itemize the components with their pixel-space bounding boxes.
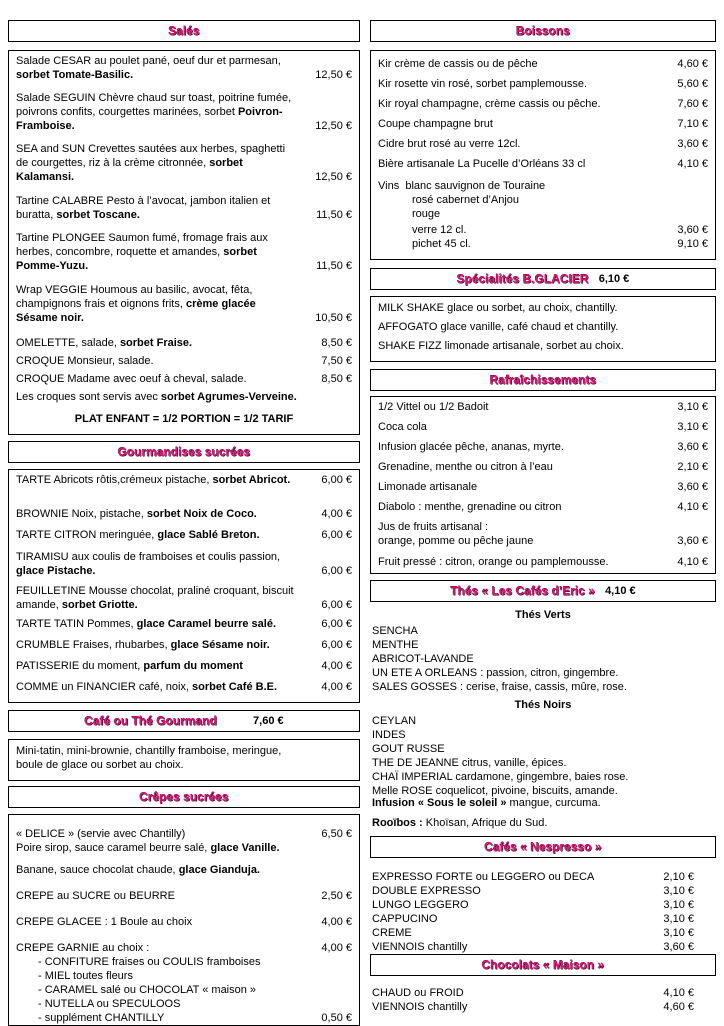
section-title: Rafraîchissements: [489, 373, 597, 387]
menu-item: Tartine CALABRE Pesto à l’avocat, jambon italien et buratta, sorbet Toscane. 11,50 €: [16, 195, 352, 221]
price: 3,10 €: [663, 899, 694, 911]
menu-item: MILK SHAKE glace ou sorbet, au choix, chantilly.: [378, 302, 618, 314]
price: 4,00 €: [321, 660, 352, 672]
price: 4,10 €: [677, 501, 708, 513]
menu-item: Tartine PLONGEE Saumon fumé, fromage frais aux herbes, concombre, roquette et amandes, sorbet Pomme-Yuzu. 11,50 €: [16, 232, 352, 272]
menu-item: « DELICE » (servie avec Chantilly) 6,50 €: [16, 828, 352, 840]
price: 6,50 €: [321, 828, 352, 840]
price: 0,50 €: [321, 1012, 352, 1024]
menu-item: pichet 45 cl. 9,10 €: [412, 238, 708, 250]
price: 2,50 €: [321, 890, 352, 902]
menu-item: Infusion « Sous le soleil » mangue, curcuma.: [372, 797, 601, 809]
menu-item: CREPE GARNIE au choix : 4,00 €: [16, 942, 352, 954]
menu-item: Banane, sauce chocolat chaude, glace Gianduja.: [16, 864, 260, 876]
menu-item: SEA and SUN Crevettes sautées aux herbes, spaghetti de courgettes, riz à la crème citronnée, sorbet Kalamansi. 12,50 €: [16, 143, 352, 183]
child-plate-note: PLAT ENFANT = 1/2 PORTION = 1/2 TARIF: [74, 413, 294, 425]
price: 3,60 €: [677, 535, 708, 547]
menu-item: VIENNOIS chantilly 3,60 €: [372, 941, 694, 953]
menu-item: TIRAMISU aux coulis de framboises et coulis passion, glace Pistache. 6,00 €: [16, 551, 352, 577]
menu-item: Jus de fruits artisanal : orange, pomme ou pêche jaune 3,60 €: [378, 521, 708, 547]
menu-item: Wrap VEGGIE Houmous au basilic, avocat, fêta, champignons frais et oignons frits, crème glacée Sésame noir. 10,50 €: [16, 284, 352, 324]
cafes-box: [370, 862, 716, 954]
menu-item: FEUILLETINE Mousse chocolat, praliné croquant, biscuit amande, sorbet Griotte. 6,00 €: [16, 585, 352, 611]
menu-item: CREME 3,10 €: [372, 927, 694, 939]
menu-item: CREPE GLACEE : 1 Boule au choix 4,00 €: [16, 916, 352, 928]
section-title: Boissons: [515, 24, 570, 38]
price: 12,50 €: [315, 171, 352, 183]
menu-description: Mini-tatin, mini-brownie, chantilly framboise, meringue, boule de glace ou sorbet au choix.: [16, 745, 282, 771]
section-header-rafraichissements: [370, 369, 716, 391]
wine-list: Vins blanc sauvignon de Touraine rosé cabernet d’Anjou rouge: [378, 180, 546, 220]
price: 10,50 €: [315, 312, 352, 324]
menu-item: CRUMBLE Fraises, rhubarbes, glace Sésame noir. 6,00 €: [16, 639, 352, 651]
menu-item: COMME un FINANCIER café, noix, sorbet Café B.E. 4,00 €: [16, 681, 352, 693]
section-title: Chocolats « Maison »: [481, 958, 605, 972]
menu-item: Rooïbos : Khoïsan, Afrique du Sud.: [372, 817, 548, 829]
menu-item: OMELETTE, salade, sorbet Fraise. 8,50 €: [16, 337, 352, 349]
section-title: Café ou Thé Gourmand: [84, 714, 218, 728]
section-title: Spécialités B.GLACIER: [456, 272, 589, 286]
menu-item: CHAUD ou FROID 4,10 €: [372, 987, 694, 999]
price: 8,50 €: [321, 337, 352, 349]
price: 4,00 €: [321, 916, 352, 928]
rafraichissements-box: [370, 396, 716, 574]
left-column: [8, 10, 360, 1024]
menu-item: Salade CESAR au poulet pané, oeuf dur et parmesan, sorbet Tomate-Basilic. 12,50 €: [16, 55, 352, 81]
tea-list: SENCHA MENTHE ABRICOT-LAVANDE UN ETE A ORLEANS : passion, citron, gingembre. SALES GOSSES : cerise, fraise, cassis, mûre, rose.: [372, 625, 627, 693]
menu-item: PATISSERIE du moment, parfum du moment 4,00 €: [16, 660, 352, 672]
price: 4,00 €: [321, 681, 352, 693]
price: 4,10 €: [663, 987, 694, 999]
section-price: 7,60 €: [253, 715, 284, 727]
price: 7,50 €: [321, 355, 352, 367]
specialites-box: [370, 296, 716, 362]
tea-list: CEYLAN INDES GOUT RUSSE THE DE JEANNE citrus, vanille, épices. CHAÏ IMPERIAL cardamone, gingembre, baies rose. Melle ROSE coquelicot, pivoine, biscuits, amande.: [372, 715, 629, 797]
price: 3,10 €: [677, 401, 708, 413]
section-price: 4,10 €: [605, 585, 636, 597]
subsection-title: Thés Noirs: [514, 699, 572, 711]
price: 4,10 €: [677, 556, 708, 568]
price: 3,10 €: [663, 913, 694, 925]
menu-item: Kir rosette vin rosé, sorbet pamplemousse. 5,60 €: [378, 78, 708, 90]
section-header-crepes: [8, 786, 360, 808]
price: 3,60 €: [677, 441, 708, 453]
price: 6,00 €: [321, 529, 352, 541]
price: 12,50 €: [315, 120, 352, 132]
price: 7,10 €: [677, 118, 708, 130]
menu-item: 1/2 Vittel ou 1/2 Badoit 3,10 €: [378, 401, 708, 413]
menu-item: CAPPUCINO 3,10 €: [372, 913, 694, 925]
price: 2,10 €: [663, 871, 694, 883]
crepe-options: - CONFITURE fraises ou COULIS framboises - MIEL toutes fleurs - CARAMEL salé ou CHOCOLAT « maison » - NUTELLA ou SPECULOOS: [38, 956, 261, 1010]
section-header-cafes: [370, 836, 716, 858]
section-price: 6,10 €: [598, 273, 630, 285]
section-header-chocolats: [370, 954, 716, 976]
price: 7,60 €: [677, 98, 708, 110]
price: 6,00 €: [321, 618, 352, 630]
price: 3,60 €: [663, 941, 694, 953]
section-header-gourmandises: [8, 441, 360, 463]
menu-item: CROQUE Monsieur, salade. 7,50 €: [16, 355, 352, 367]
price: 5,60 €: [677, 78, 708, 90]
price: 3,10 €: [677, 421, 708, 433]
menu-item: BROWNIE Noix, pistache, sorbet Noix de Coco. 4,00 €: [16, 508, 352, 520]
price: 6,00 €: [321, 565, 352, 577]
right-column: [370, 10, 716, 1018]
menu-item: Coca cola 3,10 €: [378, 421, 708, 433]
menu-item: Diabolo : menthe, grenadine ou citron 4,10 €: [378, 501, 708, 513]
gourmandises-box: [8, 469, 360, 703]
menu-item: SHAKE FIZZ limonade artisanale, sorbet au choix.: [378, 340, 624, 352]
price: 3,10 €: [663, 927, 694, 939]
menu-item: AFFOGATO glace vanille, café chaud et chantilly.: [378, 321, 619, 333]
menu-item: TARTE CITRON meringuée, glace Sablé Breton. 6,00 €: [16, 529, 352, 541]
menu-item: TARTE Abricots rôtis,crémeux pistache, sorbet Abricot. 6,00 €: [16, 474, 352, 486]
section-header-boissons: [370, 20, 716, 42]
menu-item: Coupe champagne brut 7,10 €: [378, 118, 708, 130]
menu-item: verre 12 cl. 3,60 €: [412, 224, 708, 236]
price: 6,00 €: [321, 474, 352, 486]
crepes-box: [8, 814, 360, 1026]
menu-item: Cidre brut rosé au verre 12cl. 3,60 €: [378, 138, 708, 150]
price: 6,00 €: [321, 599, 352, 611]
chocolats-box: [370, 980, 716, 1020]
menu-item: CREPE au SUCRE ou BEURRE 2,50 €: [16, 890, 352, 902]
menu-item: CROQUE Madame avec oeuf à cheval, salade. 8,50 €: [16, 373, 352, 385]
price: 11,50 €: [316, 260, 352, 272]
thes-box: [370, 606, 716, 830]
price: 4,60 €: [677, 58, 708, 70]
price: 4,10 €: [677, 158, 708, 170]
section-header-thes: [370, 580, 716, 602]
section-title: Thés « Les Cafés d’Eric »: [450, 584, 596, 598]
section-header-cafe-gourmand: [8, 710, 360, 732]
menu-item: Grenadine, menthe ou citron à l’eau 2,10 €: [378, 461, 708, 473]
price: 9,10 €: [677, 238, 708, 250]
section-title: Crêpes sucrées: [139, 790, 229, 804]
price: 4,00 €: [321, 508, 352, 520]
section-title: Salés: [168, 24, 200, 38]
subsection-title: Thés Verts: [515, 609, 571, 621]
price: 8,50 €: [321, 373, 352, 385]
menu-item: DOUBLE EXPRESSO 3,10 €: [372, 885, 694, 897]
menu-item: - supplément CHANTILLY 0,50 €: [38, 1012, 352, 1024]
sales-box: [8, 50, 360, 435]
menu-item: Salade SEGUIN Chèvre chaud sur toast, poitrine fumée, poivrons confits, courgettes marinées, sorbet Poivron-Framboise. 12,50 €: [16, 92, 352, 132]
price: 4,60 €: [663, 1001, 694, 1013]
menu-item: Infusion glacée pêche, ananas, myrte. 3,60 €: [378, 441, 708, 453]
price: 11,50 €: [316, 209, 352, 221]
menu-item: Fruit pressé : citron, orange ou pamplemousse. 4,10 €: [378, 556, 708, 568]
menu-item: Bière artisanale La Pucelle d’Orléans 33 cl 4,10 €: [378, 158, 708, 170]
price: 6,00 €: [321, 639, 352, 651]
menu-item: Kir royal champagne, crème cassis ou pêche. 7,60 €: [378, 98, 708, 110]
menu-item: VIENNOIS chantilly 4,60 €: [372, 1001, 694, 1013]
section-title: Cafés « Nespresso »: [484, 840, 602, 854]
menu-item: Kir crème de cassis ou de pêche 4,60 €: [378, 58, 708, 70]
price: 3,60 €: [677, 224, 708, 236]
price: 3,60 €: [677, 481, 708, 493]
menu-item: LUNGO LEGGERO 3,10 €: [372, 899, 694, 911]
cafe-gourmand-box: [8, 739, 360, 781]
price: 12,50 €: [315, 69, 352, 81]
boissons-box: [370, 50, 716, 260]
menu-item: Limonade artisanale 3,60 €: [378, 481, 708, 493]
menu-item: Poire sirop, sauce caramel beurre salé, glace Vanille.: [16, 842, 280, 854]
menu-item: EXPRESSO FORTE ou LEGGERO ou DECA 2,10 €: [372, 871, 694, 883]
price: 2,10 €: [677, 461, 708, 473]
price: 4,00 €: [321, 942, 352, 954]
menu-note: Les croques sont servis avec sorbet Agrumes-Verveine.: [16, 391, 297, 403]
menu-item: TARTE TATIN Pommes, glace Caramel beurre salé. 6,00 €: [16, 618, 352, 630]
price: 3,60 €: [677, 138, 708, 150]
section-header-sales: [8, 20, 360, 42]
price: 3,10 €: [663, 885, 694, 897]
section-header-specialites: [370, 268, 716, 290]
section-title: Gourmandises sucrées: [117, 445, 251, 459]
